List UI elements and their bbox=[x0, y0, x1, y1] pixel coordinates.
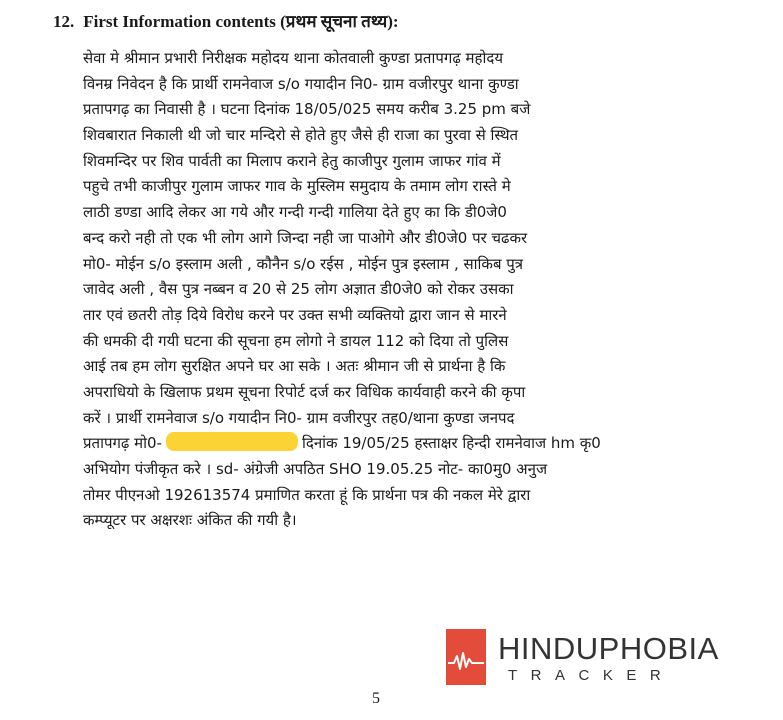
watermark-title: HINDUPHOBIA bbox=[498, 631, 719, 666]
fir-text-after-redaction: दिनांक 19/05/25 हस्ताक्षर हिन्दी रामनेवाज hm कृ0 bbox=[301, 434, 601, 453]
watermark-logo bbox=[446, 629, 746, 689]
fir-line: तोमर पीएनओ 192613574 प्रमाणित करता हूं कि प्रार्थना पत्र की नकल मेरे द्वारा bbox=[83, 485, 531, 504]
page-number: 5 bbox=[372, 690, 380, 707]
fir-line: शिवबारात निकाली थी जो चार मन्दिरो से होते हुए जैसे ही राजा का पुरवा से स्थित bbox=[83, 126, 519, 145]
fir-line: सेवा मे श्रीमान प्रभारी निरीक्षक महोदय थाना कोतवाली कुण्डा प्रतापगढ़ महोदय bbox=[83, 49, 504, 67]
fir-text-before-redaction: प्रतापगढ़ मो0- bbox=[83, 434, 162, 453]
fir-content bbox=[83, 46, 723, 534]
watermark-subtitle: TRACKER bbox=[508, 667, 675, 684]
fir-line: प्रतापगढ़ का निवासी है । घटना दिनांक 18/05/025 समय करीब 3.25 pm बजे bbox=[83, 100, 531, 119]
fir-line: आई तब हम लोग सुरक्षित अपने घर आ सके । अतः श्रीमान जी से प्रार्थना है कि bbox=[83, 357, 506, 376]
fir-line: विनम्र निवेदन है कि प्रार्थी रामनेवाज s/o गयादीन नि0- ग्राम वजीरपुर थाना कुण्डा bbox=[83, 74, 519, 93]
fir-line: कम्प्यूटर पर अक्षरशः अंकित की गयी है। bbox=[83, 511, 297, 530]
fir-line: करें । प्रार्थी रामनेवाज s/o गयादीन नि0- ग्राम वजीरपुर तह0/थाना कुण्डा जनपद bbox=[83, 408, 515, 427]
section-title: First Information contents (प्रथम सूचना तथ्य): bbox=[83, 12, 399, 31]
section-heading bbox=[53, 9, 773, 32]
section-number: 12. bbox=[53, 12, 75, 31]
fir-line: पहुचे तभी काजीपुर गुलाम जाफर गाव के मुस्लिम समुदाय के तमाम लोग रास्ते मे bbox=[83, 177, 511, 196]
fir-line-with-redaction bbox=[83, 431, 723, 457]
fir-line: की धमकी दी गयी घटना की सूचना हम लोगो ने डायल 112 को दिया तो पुलिस bbox=[83, 331, 509, 350]
fir-line: अभियोग पंजीकृत करे । sd- अंग्रेजी अपठित SHO 19.05.25 नोट- का0मु0 अनुज bbox=[83, 460, 548, 478]
fir-line: शिवमन्दिर पर शिव पार्वती का मिलाप कराने हेतु काजीपुर गुलाम जाफर गांव में bbox=[83, 151, 501, 170]
fir-line: बन्द करो नही तो एक भी लोग आगे जिन्दा नही जा पाओगे और डी0जे0 पर चढकर bbox=[83, 228, 528, 247]
redacted-phone-number bbox=[166, 432, 298, 451]
heartbeat-logo-icon bbox=[446, 629, 486, 685]
fir-line: लाठी डण्डा आदि लेकर आ गये और गन्दी गन्दी गालिया देते हुए का कि डी0जे0 bbox=[83, 203, 507, 222]
fir-line: जावेद अली , वैस पुत्र नब्बन व 20 से 25 लोग अज्ञात डी0जे0 को रोकर उसका bbox=[83, 280, 514, 299]
fir-line: तार एवं छतरी तोड़ दिये विरोध करने पर उक्त सभी व्यक्तियो द्वारा जान से मारने bbox=[83, 305, 507, 324]
fir-line: मो0- मोईन s/o इस्लाम अली , कौनैन s/o रईस , मोईन पुत्र इस्लाम , साकिब पुत्र bbox=[83, 254, 524, 273]
fir-line: अपराधियो के खिलाफ प्रथम सूचना रिपोर्ट दर्ज कर विधिक कार्यवाही करने की कृपा bbox=[83, 382, 526, 401]
